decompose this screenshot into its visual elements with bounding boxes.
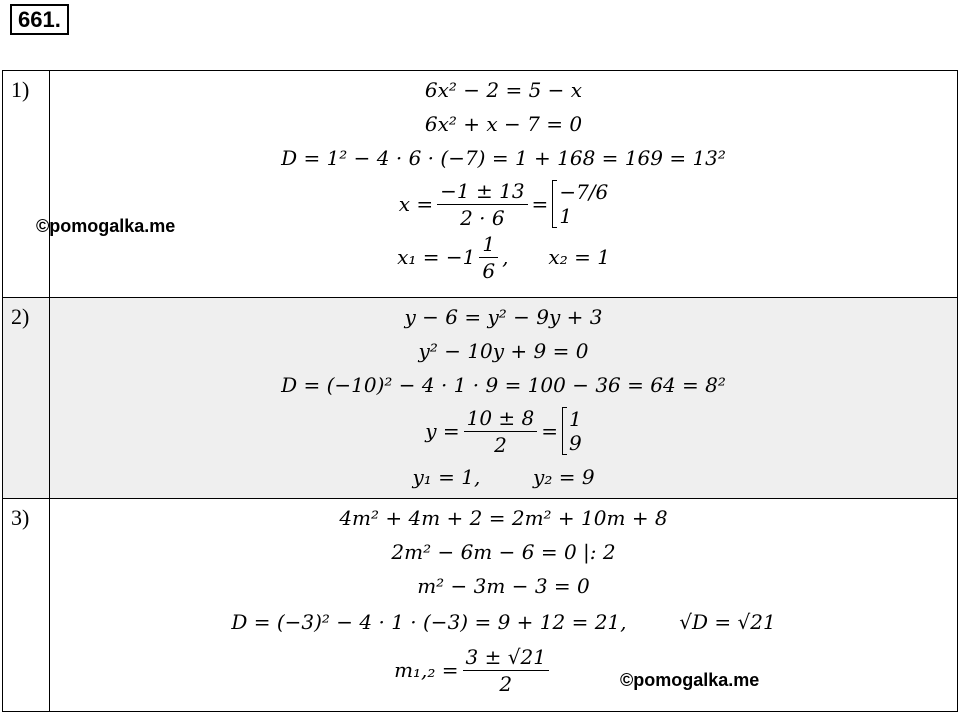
equation-line: 6x² + x − 7 = 0 [424,112,583,136]
table-row [3,71,958,298]
equals-sign: = [531,192,549,216]
equation-line: 2m² − 6m − 6 = 0 |: 2 [391,540,616,564]
root-value: 9 [569,431,582,455]
answer-y2: y₂ = 9 [533,465,595,489]
fraction [463,644,549,697]
row-label: 2) [3,298,50,499]
answer-x1: x₁ = −1 [397,245,476,269]
equals-sign: = [541,419,559,443]
table-row [3,499,958,712]
formula-lhs: x = [398,192,434,216]
denominator: 6 [482,258,496,283]
denominator: 2 · 6 [460,205,505,230]
denominator: 2 [494,432,507,457]
row-content [50,298,958,499]
solution-table [2,70,958,712]
answer-line [50,460,957,494]
comma: , [502,245,509,269]
roots-bracket [552,180,608,228]
formula-lhs: m₁,₂ = [394,658,459,682]
equation-line: D = 1² − 4 · 6 · (−7) = 1 + 168 = 169 = 13² [281,146,726,170]
fraction [464,405,538,458]
equation-line: 6x² − 2 = 5 − x [424,78,583,102]
root-value: −7/6 [559,180,609,204]
equation-line: y² − 10y + 9 = 0 [418,339,589,363]
watermark: ©pomogalka.me [620,670,760,690]
root-formula [50,175,957,233]
table-row [3,298,958,499]
row-content [50,71,958,298]
formula-lhs: y = [425,419,460,443]
row-content [50,499,958,712]
root-formula [50,641,957,699]
answer-x2: x₂ = 1 [548,245,610,269]
denominator: 2 [499,671,513,696]
equation-line: 4m² + 4m + 2 = 2m² + 10m + 8 [339,506,668,530]
root-value: 1 [559,204,573,228]
row-label: 3) [3,499,50,712]
equation-line: y − 6 = y² − 9y + 3 [404,305,603,329]
task-number: 661. [10,4,69,35]
watermark: ©pomogalka.me [36,216,176,236]
numerator: 10 ± 8 [464,405,538,432]
sqrt-discriminant: √D = √21 [679,610,776,634]
root-value: 1 [569,407,582,431]
mixed-fraction [479,231,498,284]
answer-y1: y₁ = 1, [412,465,481,489]
discriminant: D = (−3)² − 4 · 1 · (−3) = 9 + 12 = 21, [231,610,627,634]
root-formula [50,402,957,460]
numerator: −1 ± 13 [437,178,527,205]
row-label: 1) [3,71,50,298]
discriminant-line [50,603,957,641]
equation-line: D = (−10)² − 4 · 1 · 9 = 100 − 36 = 64 = 8² [281,373,726,397]
fraction [437,178,527,231]
answer-line [50,233,957,281]
equation-line: m² − 3m − 3 = 0 [417,574,590,598]
numerator: 1 [479,231,498,258]
roots-bracket [562,407,582,455]
numerator: 3 ± √21 [463,644,549,671]
